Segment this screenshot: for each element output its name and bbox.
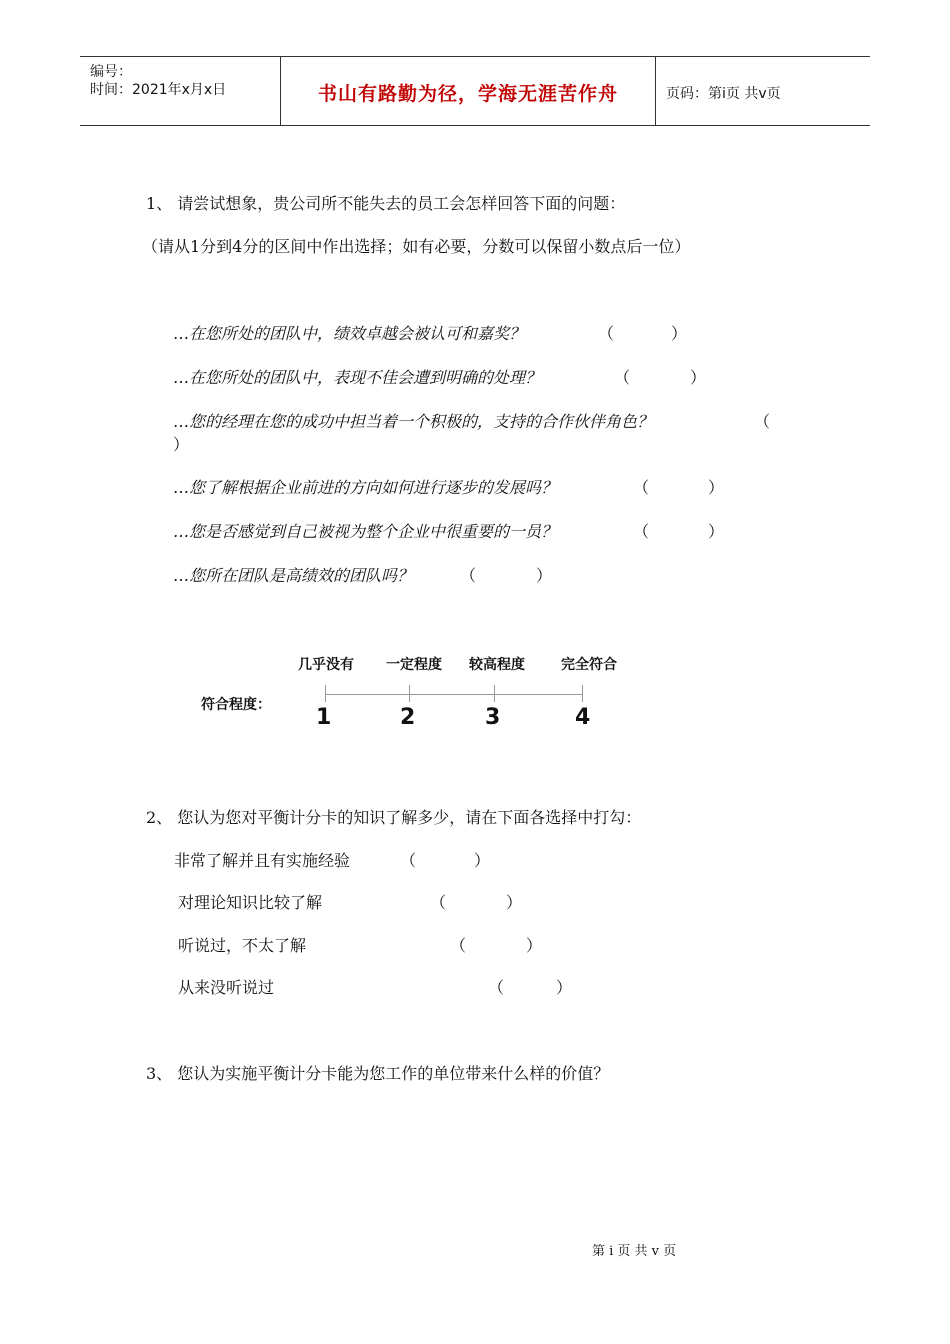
question-2-option: 从来没听说过: [178, 978, 275, 997]
scale-level-label: 完全符合: [561, 657, 617, 673]
scale-tick: [325, 685, 326, 702]
question-1-item: …在您所处的团队中，绩效卓越会被认可和嘉奖？: [173, 324, 526, 343]
scale-number: 3: [485, 705, 501, 730]
header-page-cell: [656, 57, 870, 125]
scale-number: 1: [316, 705, 332, 730]
scale-level-label: 较高程度: [469, 657, 525, 673]
answer-open-paren: （: [633, 478, 650, 497]
answer-close-paren: ）: [536, 566, 553, 585]
answer-close-paren: ）: [173, 435, 190, 454]
checkbox-open-paren[interactable]: （: [400, 851, 417, 870]
scale-number: 2: [400, 705, 416, 730]
question-2-option: 对理论知识比较了解: [178, 893, 323, 912]
question-1-title: 1、 请尝试想象，贵公司所不能失去的员工会怎样回答下面的问题：: [146, 194, 626, 213]
answer-open-paren: （: [614, 368, 631, 387]
answer-close-paren: ）: [708, 478, 725, 497]
answer-open-paren: （: [754, 412, 771, 431]
question-3-title: 3、 您认为实施平衡计分卡能为您工作的单位带来什么样的价值？: [146, 1064, 610, 1083]
checkbox-close-paren[interactable]: ）: [556, 978, 573, 997]
document-header: [80, 56, 870, 126]
header-motto-cell: [281, 57, 656, 125]
answer-open-paren: （: [633, 522, 650, 541]
scale-level-label: 一定程度: [386, 657, 442, 673]
question-1-instruction: （请从1分到4分的区间中作出选择；如有必要，分数可以保留小数点后一位）: [142, 237, 691, 256]
question-1-item: …您所在团队是高绩效的团队吗？: [173, 566, 414, 585]
document-time-label: 时间：2021年x月x日: [90, 82, 227, 98]
page-footer: 第 i 页 共 v 页: [592, 1244, 677, 1259]
scale-level-label: 几乎没有: [298, 657, 354, 673]
checkbox-open-paren[interactable]: （: [450, 936, 467, 955]
scale-tick: [582, 685, 583, 702]
header-info-cell: [80, 57, 281, 125]
answer-open-paren: （: [460, 566, 477, 585]
question-1-item: …在您所处的团队中，表现不佳会遭到明确的处理？: [173, 368, 542, 387]
question-2-title: 2、 您认为您对平衡计分卡的知识了解多少，请在下面各选择中打勾：: [146, 808, 642, 827]
question-1-item: …您了解根据企业前进的方向如何进行逐步的发展吗？: [173, 478, 558, 497]
answer-close-paren: ）: [671, 324, 688, 343]
header-motto: 书山有路勤为径，学海无涯苦作舟: [317, 83, 618, 105]
question-1-item: …您的经理在您的成功中担当着一个积极的，支持的合作伙伴角色？: [173, 412, 654, 431]
scale-title: 符合程度：: [201, 697, 271, 713]
scale-tick: [409, 685, 410, 702]
scale-tick: [494, 685, 495, 702]
header-page-code: 页码：第i页 共v页: [666, 86, 781, 102]
checkbox-open-paren[interactable]: （: [488, 978, 505, 997]
scale-axis-line: [325, 694, 583, 695]
checkbox-open-paren[interactable]: （: [430, 893, 447, 912]
question-1-item: …您是否感觉到自己被视为整个企业中很重要的一员？: [173, 522, 558, 541]
answer-close-paren: ）: [690, 368, 707, 387]
question-2-option: 非常了解并且有实施经验: [174, 851, 351, 870]
document-number-label: 编号：: [90, 64, 132, 80]
answer-open-paren: （: [598, 324, 615, 343]
checkbox-close-paren[interactable]: ）: [526, 936, 543, 955]
question-2-option: 听说过，不太了解: [178, 936, 307, 955]
checkbox-close-paren[interactable]: ）: [506, 893, 523, 912]
scale-number: 4: [575, 705, 591, 730]
checkbox-close-paren[interactable]: ）: [474, 851, 491, 870]
answer-close-paren: ）: [708, 522, 725, 541]
